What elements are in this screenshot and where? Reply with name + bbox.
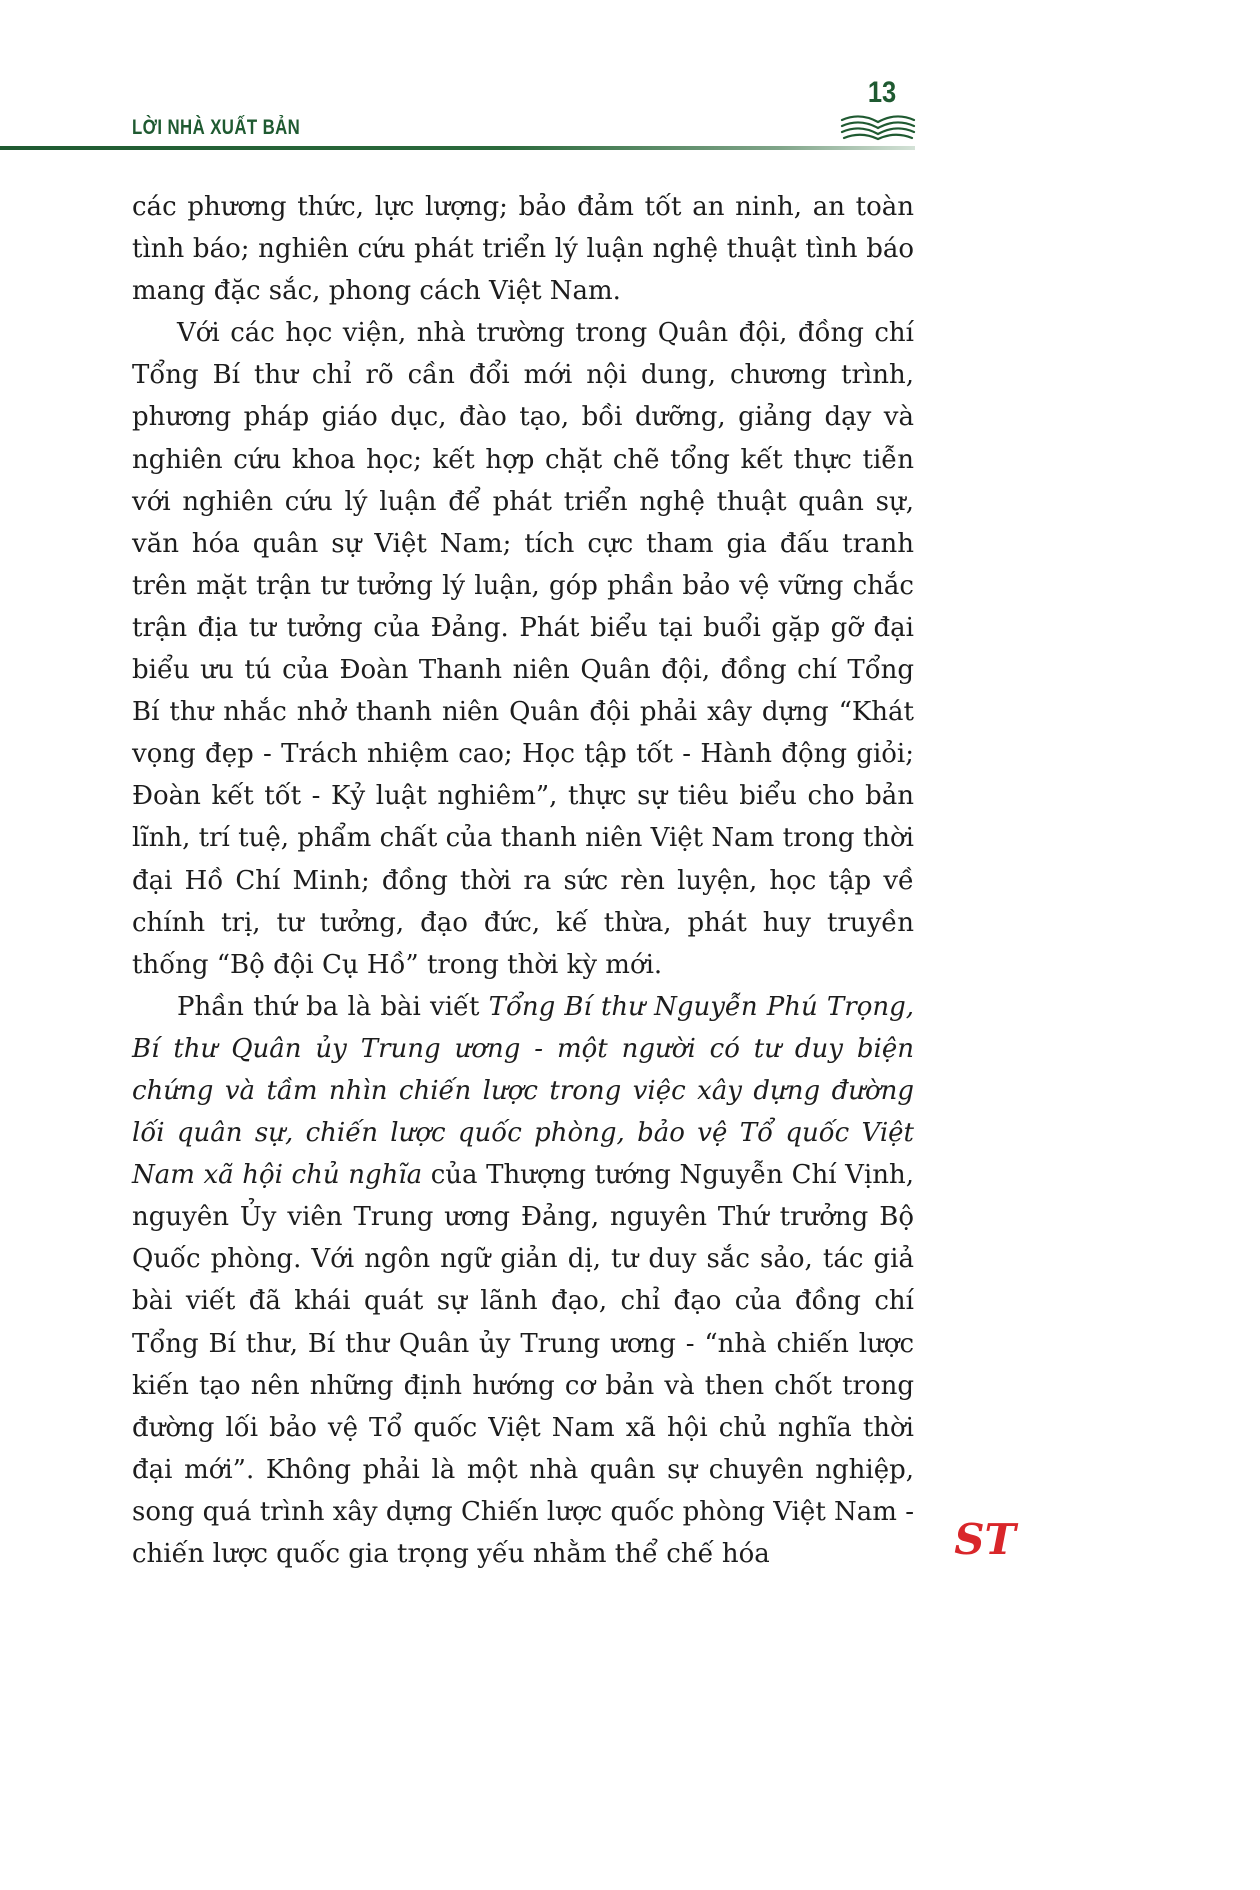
paragraph-3-rest: của Thượng tướng Nguyễn Chí Vịnh, nguyên Ủy viên Trung ương Đảng, nguyên Thứ trưởng Bộ Quốc phòng. Với ngôn ngữ giản dị, tư duy sắc sảo, tác giả bài viết đã khái quát sự lãnh đạo, chỉ đạo của đồng chí Tổng Bí thư, Bí thư Quân ủy Trung ương - “nhà chiến lược kiến tạo nên những định hướng cơ bản và then chốt trong đường lối bảo vệ Tổ quốc Việt Nam xã hội chủ nghĩa thời đại mới”. Không phải là một nhà quân sự chuyên nghiệp, song quá trình xây dựng Chiến lược quốc phòng Việt Nam - chiến lược quốc gia trọng yếu nhằm thể chế hóa [132,1160,914,1569]
paragraph-3-lead: Phần thứ ba là bài viết [177,991,489,1022]
page-number: 13 [867,76,897,109]
paragraph-3 [132,986,914,1575]
body-text [132,186,914,1575]
st-logo-text: ST [954,1515,1016,1564]
article-title: Tổng Bí thư Nguyễn Phú Trọng, Bí thư Quân ủy Trung ương - một người có tư duy biện chứng và tầm nhìn chiến lược trong việc xây dựng đường lối quân sự, chiến lược quốc phòng, bảo vệ Tổ quốc Việt Nam xã hội chủ nghĩa [132,991,915,1191]
st-logo-icon [954,1512,1016,1564]
paragraph-2: Với các học viện, nhà trường trong Quân đội, đồng chí Tổng Bí thư chỉ rõ cần đổi mới nội dung, chương trình, phương pháp giáo dục, đào tạo, bồi dưỡng, giảng dạy và nghiên cứu khoa học; kết hợp chặt chẽ tổng kết thực tiễn với nghiên cứu lý luận để phát triển nghệ thuật quân sự, văn hóa quân sự Việt Nam; tích cực tham gia đấu tranh trên mặt trận tư tưởng lý luận, góp phần bảo vệ vững chắc trận địa tư tưởng của Đảng. Phát biểu tại buổi gặp gỡ đại biểu ưu tú của Đoàn Thanh niên Quân đội, đồng chí Tổng Bí thư nhắc nhở thanh niên Quân đội phải xây dựng “Khát vọng đẹp - Trách nhiệm cao; Học tập tốt - Hành động giỏi; Đoàn kết tốt - Kỷ luật nghiêm”, thực sự tiêu biểu cho bản lĩnh, trí tuệ, phẩm chất của thanh niên Việt Nam trong thời đại Hồ Chí Minh; đồng thời ra sức rèn luyện, học tập về chính trị, tư tưởng, đạo đức, kế thừa, phát huy truyền thống “Bộ đội Cụ Hồ” trong thời kỳ mới. [132,318,914,980]
header-rule [0,146,915,150]
paragraph-1: các phương thức, lực lượng; bảo đảm tốt an ninh, an toàn tình báo; nghiên cứu phát triển lý luận nghệ thuật tình báo mang đặc sắc, phong cách Việt Nam. [132,192,914,307]
open-book-icon [838,110,918,142]
running-header-title: LỜI NHÀ XUẤT BẢN [132,116,301,139]
